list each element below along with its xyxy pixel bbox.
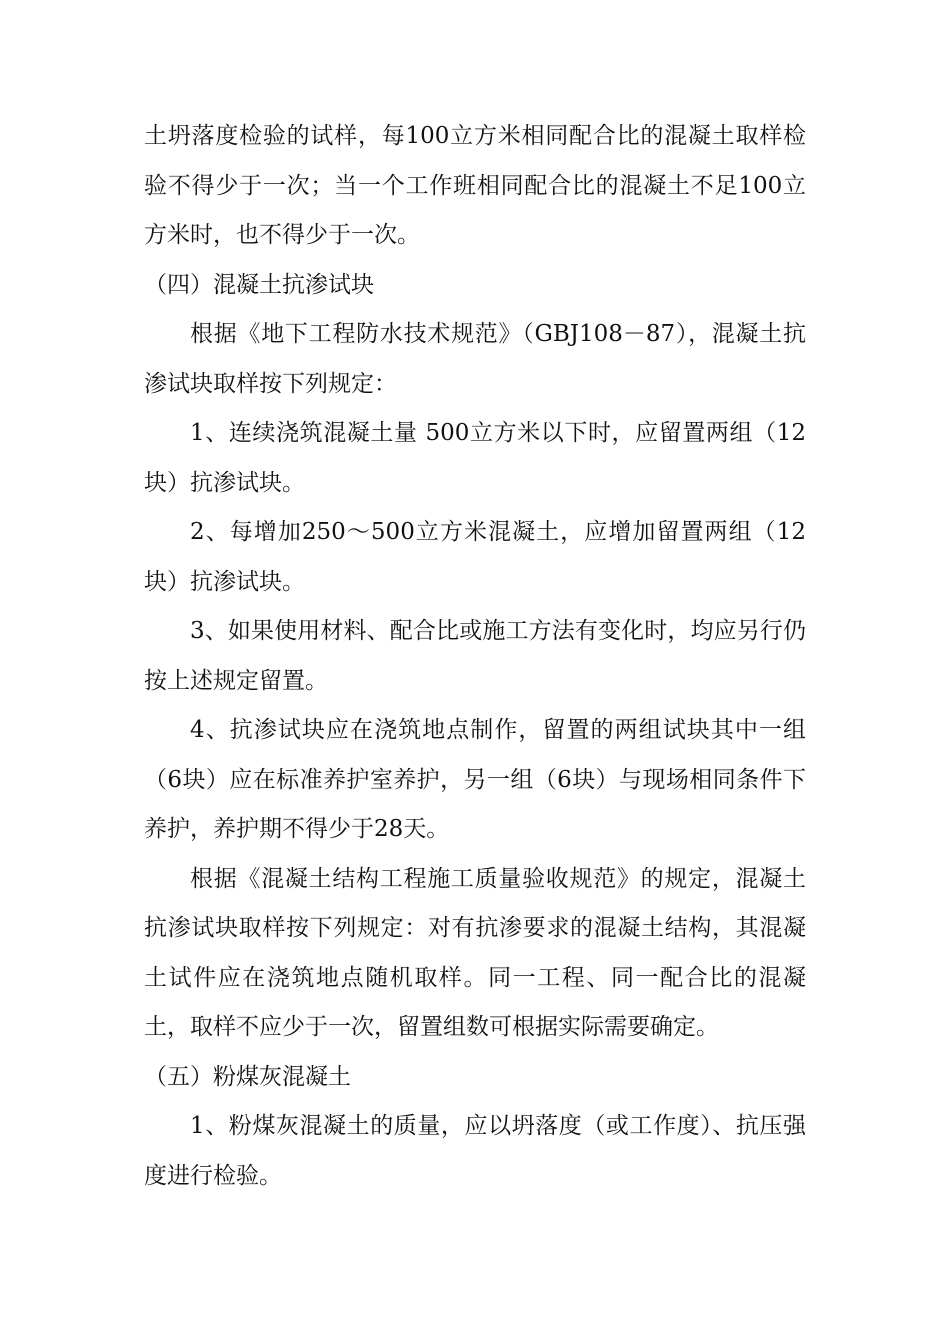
paragraph-slump-sampling: 土坍落度检验的试样，每100立方米相同配合比的混凝土取样检验不得少于一次；当一个工作班相同配合比的混凝土不足100立方米时，也不得少于一次。 <box>144 123 806 248</box>
paragraph-flyash-rule-1: 1、粉煤灰混凝土的质量，应以坍落度（或工作度）、抗压强度进行检验。 <box>144 1113 806 1189</box>
document-body <box>144 112 806 1201</box>
paragraph-acceptance-spec: 根据《混凝土结构工程施工质量验收规范》的规定，混凝土抗渗试块取样按下列规定：对有抗渗要求的混凝土结构，其混凝土试件应在浇筑地点随机取样。同一工程、同一配合比的混凝土，取样不应少于一次，留置组数可根据实际需要确定。 <box>144 865 806 1040</box>
section-heading-5: （五）粉煤灰混凝土 <box>144 1063 351 1090</box>
paragraph-rule-1: 1、连续浇筑混凝土量 500立方米以下时，应留置两组（12块）抗渗试块。 <box>144 420 806 496</box>
paragraph-waterproof-spec: 根据《地下工程防水技术规范》（GBJ108－87），混凝土抗渗试块取样按下列规定： <box>144 321 806 397</box>
paragraph-rule-2: 2、每增加250～500立方米混凝土，应增加留置两组（12块）抗渗试块。 <box>144 519 806 595</box>
section-heading-4: （四）混凝土抗渗试块 <box>144 271 374 298</box>
paragraph-rule-4: 4、抗渗试块应在浇筑地点制作，留置的两组试块其中一组（6块）应在标准养护室养护，另一组（6块）与现场相同条件下养护，养护期不得少于28天。 <box>144 717 806 842</box>
paragraph-rule-3: 3、如果使用材料、配合比或施工方法有变化时，均应另行仍按上述规定留置。 <box>144 618 806 694</box>
